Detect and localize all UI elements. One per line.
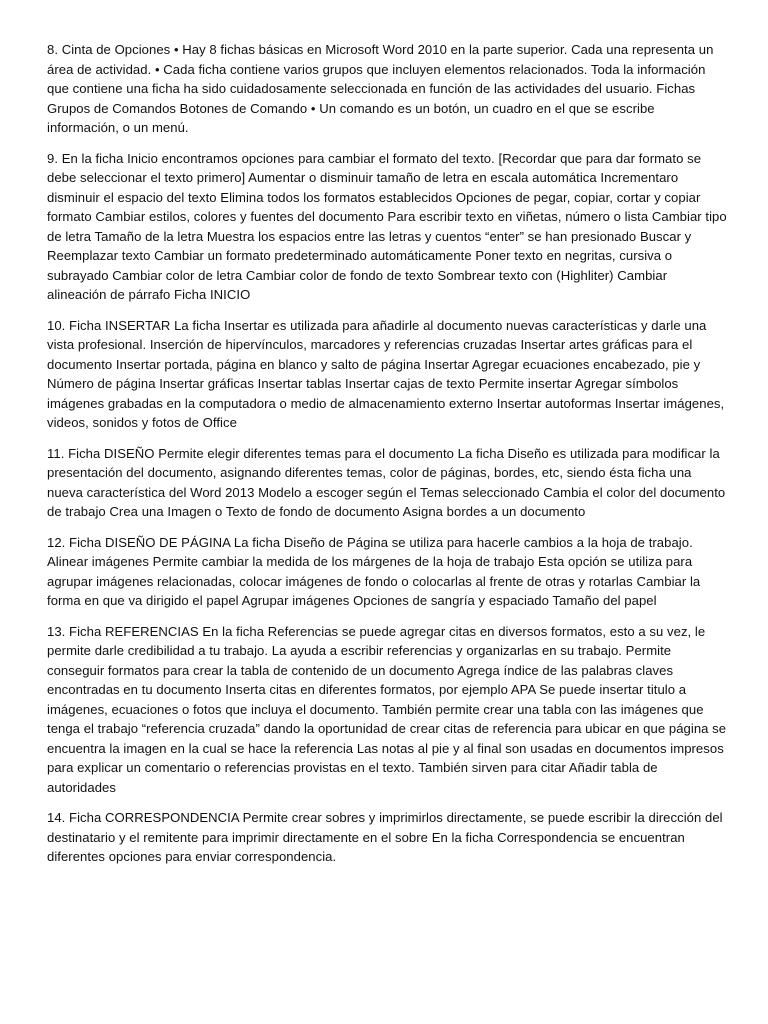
paragraph-10-ficha-insertar: 10. Ficha INSERTAR La ficha Insertar es utilizada para añadirle al documento nuevas características y darle una vista profesional. Inserción de hipervínculos, marcadores y referencias cruzadas Insertar artes gráficas para el documento Insertar portada, página en blanco y salto de página Insertar Agregar ecuaciones encabezado, pie y Número de página Insertar gráficas Insertar tablas Insertar cajas de texto Permite insertar Agregar símbolos imágenes grabadas en la computadora o medio de almacenamiento externo Insertar autoformas Insertar imágenes, videos, sonidos y fotos de Office [47, 317, 725, 430]
paragraph-8-cinta-de-opciones: 8. Cinta de Opciones • Hay 8 fichas básicas en Microsoft Word 2010 en la parte superior. Cada una representa un área de actividad. • Cada ficha contiene varios grupos que incluyen elementos relacionados. Toda la información que contiene una ficha ha sido cuidadosamente seleccionada en función de las actividades del usuario. Fichas Grupos de Comandos Botones de Comando • Un comando es un botón, un cuadro en el que se escribe información, o un menú. [47, 42, 714, 135]
paragraph-13-ficha-referencias: 13. Ficha REFERENCIAS En la ficha Referencias se puede agregar citas en diversos formatos, esto a su vez, le permite darle credibilidad a tu trabajo. La ayuda a escribir referencias y organizarlas en su trabajo. Permite conseguir formatos para crear la tabla de contenido de un documento Agrega índice de las palabras claves encontradas en tu documento Inserta citas en diferentes formatos, por ejemplo APA Se puede insertar titulo a imágenes, ecuaciones o fotos que incluya el documento. También permite crear una tabla con las imágenes que tenga el trabajo “referencia cruzada” dando la oportunidad de crear citas de referencia para ubicar en que página se encuentra la imagen en la cual se hace la referencia Las notas al pie y al final son usadas en documentos impresos para explicar un comentario o referencias provistas en el texto. También sirven para citar Añadir tabla de autoridades [47, 623, 727, 795]
paragraph-11-ficha-diseno: 11. Ficha DISEÑO Permite elegir diferentes temas para el documento La ficha Diseño es utilizada para modificar la presentación del documento, asignando diferentes temas, color de páginas, bordes, etc, siendo ésta ficha una nueva característica del Word 2013 Modelo a escoger según el Temas seleccionado Cambia el color del documento de trabajo Crea una Imagen o Texto de fondo de documento Asigna bordes a un documento [47, 445, 726, 519]
paragraph-9-ficha-inicio: 9. En la ficha Inicio encontramos opciones para cambiar el formato del texto. [Recordar que para dar formato se debe seleccionar el texto primero] Aumentar o disminuir tamaño de letra en escala automática Incrementaro disminuir el espacio del texto Elimina todos los formatos establecidos Opciones de pegar, copiar, cortar y copiar formato Cambiar estilos, colores y fuentes del documento Para escribir texto en viñetas, número o lista Cambiar tipo de letra Tamaño de la letra Muestra los espacios entre las letras y cuentos “enter” se han presionado Buscar y Reemplazar texto Cambiar un formato predeterminado automáticamente Poner texto en negritas, cursiva o subrayado Cambiar color de letra Cambiar color de fondo de texto Sombrear texto con (Highliter) Cambiar alineación de párrafo Ficha INICIO [47, 150, 727, 302]
document-page [47, 40, 729, 878]
paragraph-14-ficha-correspondencia: 14. Ficha CORRESPONDENCIA Permite crear sobres y imprimirlos directamente, se puede escribir la dirección del destinatario y el remitente para imprimir directamente en el sobre En la ficha Correspondencia se encuentran diferentes opciones para enviar correspondencia. [47, 810, 723, 864]
paragraph-12-ficha-diseno-de-pagina: 12. Ficha DISEÑO DE PÁGINA La ficha Diseño de Página se utiliza para hacerle cambios a la hoja de trabajo. Alinear imágenes Permite cambiar la medida de los márgenes de la hoja de trabajo Esta opción se utiliza para agrupar imágenes relacionadas, colocar imágenes de fondo o colocarlas al frente de otras y rotarlas Cambiar la forma en que va dirigido el papel Agrupar imágenes Opciones de sangría y espaciado Tamaño del papel [47, 534, 701, 608]
